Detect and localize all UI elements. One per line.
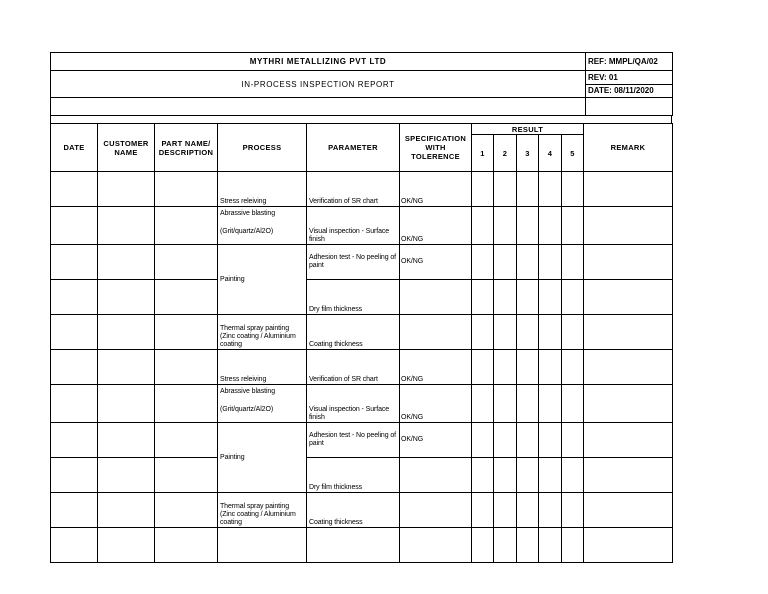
table-row — [51, 528, 673, 563]
parameter-cell: Adhesion test - No peeling of paint — [307, 245, 400, 280]
table-row — [51, 280, 673, 315]
table-row — [51, 385, 673, 423]
process-cell: Stress releiving — [218, 172, 307, 207]
report-header — [50, 52, 673, 116]
col-customer-header: CUSTOMER NAME — [98, 124, 155, 172]
process-cell: Thermal spray painting (Zinc coating / Aluminium coating — [218, 493, 307, 528]
col-process-header: PROCESS — [218, 124, 307, 172]
process-line: Abrassive blasting — [220, 210, 276, 217]
result-col-2: 2 — [494, 135, 517, 172]
revision: REV: 01 — [586, 71, 673, 85]
company-name: MYTHRI METALLIZING PVT LTD — [51, 53, 586, 71]
process-cell — [218, 207, 307, 245]
parameter-cell: Dry film thickness — [307, 280, 400, 315]
col-spec-header: SPECIFICATION WITH TOLERENCE — [400, 124, 472, 172]
process-line: Abrassive blasting — [220, 388, 276, 395]
parameter-cell: Coating thickness — [307, 315, 400, 350]
table-row — [51, 493, 673, 528]
col-result-header: RESULT — [472, 124, 584, 135]
table-row — [51, 315, 673, 350]
spec-cell: OK/NG — [400, 350, 472, 385]
parameter-cell: Coating thickness — [307, 493, 400, 528]
inspection-table — [50, 123, 673, 563]
report-date: DATE: 08/11/2020 — [586, 84, 673, 98]
header-gap — [50, 116, 672, 123]
report-title: IN-PROCESS INSPECTION REPORT — [51, 71, 586, 98]
spec-cell: OK/NG — [400, 245, 472, 280]
spec-cell: OK/NG — [400, 423, 472, 458]
col-parameter-header: PARAMETER — [307, 124, 400, 172]
spec-cell: OK/NG — [400, 207, 472, 245]
parameter-cell: Verification of SR chart — [307, 172, 400, 207]
parameter-cell: Visual inspection - Surface finish — [307, 385, 400, 423]
process-cell — [218, 385, 307, 423]
result-col-4: 4 — [539, 135, 562, 172]
process-line: (Grit/quartz/Al2O) — [220, 406, 274, 413]
table-row — [51, 350, 673, 385]
ref-number: REF: MMPL/QA/02 — [586, 53, 673, 71]
parameter-cell: Dry film thickness — [307, 458, 400, 493]
inspection-report-sheet — [50, 52, 672, 563]
col-date-header: DATE — [51, 124, 98, 172]
table-row — [51, 207, 673, 245]
table-row — [51, 245, 673, 280]
col-part-header: PART NAME/ DESCRIPTION — [155, 124, 218, 172]
table-row — [51, 423, 673, 458]
spec-cell: OK/NG — [400, 172, 472, 207]
process-line: (Grit/quartz/Al2O) — [220, 228, 274, 235]
process-cell: Painting — [218, 245, 307, 315]
col-remark-header: REMARK — [584, 124, 673, 172]
parameter-cell: Verification of SR chart — [307, 350, 400, 385]
process-cell: Painting — [218, 423, 307, 493]
table-row — [51, 458, 673, 493]
table-row — [51, 172, 673, 207]
result-col-3: 3 — [517, 135, 539, 172]
process-cell: Thermal spray painting (Zinc coating / Aluminium coating — [218, 315, 307, 350]
result-col-1: 1 — [472, 135, 494, 172]
parameter-cell: Adhesion test - No peeling of paint — [307, 423, 400, 458]
spec-cell: OK/NG — [400, 385, 472, 423]
process-cell: Stress releiving — [218, 350, 307, 385]
parameter-cell: Visual inspection - Surface finish — [307, 207, 400, 245]
result-col-5: 5 — [562, 135, 584, 172]
